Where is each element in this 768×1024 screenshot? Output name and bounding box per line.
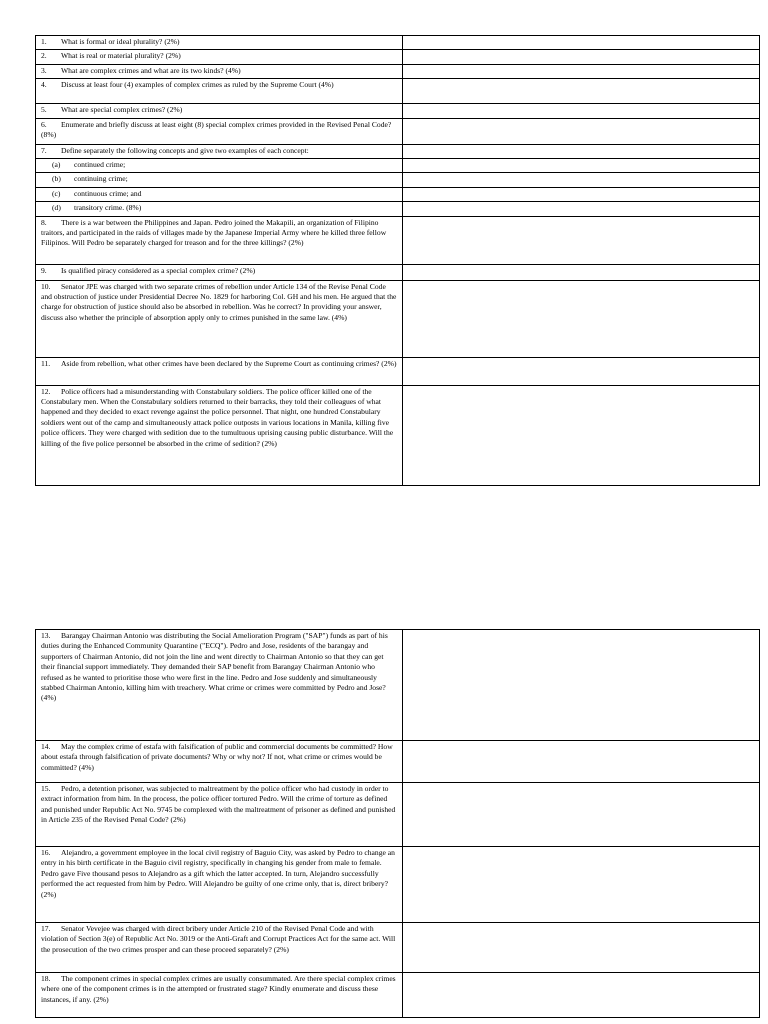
- question-text: What is formal or ideal plurality? (2%): [61, 37, 180, 46]
- question-text: Alejandro, a government employee in the local civil registry of Baguio City, was asked by Pedro to change an entry in his birth certificate in the Baguio civil registry, specifically in changing his gender from male to female. Pedro gave Five thousand pesos to Alejandro as a gift which the latter accepted. In turn, Alejandro successfully performed the act requested from him by Pedro. Will Alejandro be guilty of one crime only, that is, direct bribery? (2%): [41, 848, 395, 899]
- answer-cell[interactable]: [403, 36, 760, 50]
- question-row: [36, 783, 760, 847]
- question-text: There is a war between the Philippines and Japan. Pedro joined the Makapili, an organization of Filipino traitors, and participated in the raids of villages made by the Japanese Imperial Army where he killed three fellow Filipinos. Will Pedro be separately charged for treason and for the three killings? (2%): [41, 217, 387, 248]
- question-cell: [36, 50, 403, 64]
- question-cell: [36, 847, 403, 923]
- question-cell: [36, 741, 403, 783]
- question-row: [36, 847, 760, 923]
- question-row: [36, 264, 760, 280]
- question-row: [36, 159, 760, 173]
- question-number: 6.: [41, 119, 47, 129]
- answer-cell[interactable]: [403, 630, 760, 741]
- answer-cell[interactable]: [403, 741, 760, 783]
- question-number: 12.: [41, 386, 51, 396]
- question-cell: [36, 118, 403, 144]
- question-row: [36, 973, 760, 1018]
- question-cell: [36, 216, 403, 264]
- question-text: Police officers had a misunderstanding with Constabulary soldiers. The police officer killed one of the Constabulary men. When the Constabulary soldiers returned to their barracks, they told their colleagues of what happened and they decided to exact revenge against the police personnel. That night, one hundred Constabulary soldiers went out of the camp and simultaneously attack police outposts in various locations in Manila, killing five police officers. They were charged with sedition due to the tumultuous uprising causing public disturbance. Will the killing of the five police personnel be absorbed in the crime of sedition? (2%): [41, 386, 394, 448]
- question-text: Senator Vevejee was charged with direct bribery under Article 210 of the Revised Penal Code and with violation of Section 3(e) of Republic Act No. 3019 or the Anti-Graft and Corrupt Practices Act for the same act. Will the prosecution of the two crimes prosper and can these proceed separately? (2%): [41, 924, 396, 954]
- question-cell: [36, 104, 403, 118]
- answer-cell[interactable]: [403, 173, 760, 187]
- question-row: [36, 144, 760, 158]
- answer-cell[interactable]: [403, 264, 760, 280]
- question-text: May the complex crime of estafa with falsification of public and commercial documents be committed? How about estafa through falsification of private documents? Why or why not? If not, what crime or crimes would be committed? (4%): [41, 742, 393, 772]
- question-row: [36, 118, 760, 144]
- question-row: [36, 280, 760, 357]
- question-row: [36, 385, 760, 485]
- question-row: [36, 187, 760, 201]
- question-cell: [36, 280, 403, 357]
- answer-cell[interactable]: [403, 79, 760, 104]
- answer-cell[interactable]: [403, 144, 760, 158]
- question-row: [36, 36, 760, 50]
- question-text: Enumerate and briefly discuss at least eight (8) special complex crimes provided in the Revised Penal Code? (8%): [41, 119, 392, 140]
- question-number: 9.: [41, 265, 47, 275]
- answer-cell[interactable]: [403, 357, 760, 385]
- answer-cell[interactable]: [403, 202, 760, 216]
- question-number: 17.: [41, 924, 51, 933]
- answer-cell[interactable]: [403, 187, 760, 201]
- answer-cell[interactable]: [403, 118, 760, 144]
- question-text: The component crimes in special complex crimes are usually consummated. Are there special complex crimes where one of the component crimes is in the attempted or frustrated stage? Kindly enumerate and discuss these instances, if any. (2%): [41, 974, 396, 1004]
- question-number: 10.: [41, 281, 51, 291]
- question-cell: [36, 783, 403, 847]
- answer-cell[interactable]: [403, 923, 760, 973]
- answer-cell[interactable]: [403, 216, 760, 264]
- question-text: Is qualified piracy considered as a special complex crime? (2%): [61, 265, 256, 275]
- question-number: 3.: [41, 65, 47, 75]
- question-row: [36, 202, 760, 216]
- question-row: [36, 173, 760, 187]
- question-number: 14.: [41, 742, 51, 751]
- sub-item-cell: [36, 187, 403, 201]
- question-cell: [36, 630, 403, 741]
- answer-cell[interactable]: [403, 280, 760, 357]
- question-cell: [36, 79, 403, 104]
- question-text: continuous crime; and: [74, 188, 142, 198]
- question-number: 18.: [41, 974, 51, 983]
- answer-cell[interactable]: [403, 847, 760, 923]
- question-cell: [36, 36, 403, 50]
- question-number: 1.: [41, 37, 47, 46]
- question-text: Define separately the following concepts and give two examples of each concept:: [61, 145, 309, 155]
- question-number: 11.: [41, 358, 51, 368]
- question-text: transitory crime. (8%): [74, 203, 142, 213]
- question-text: Discuss at least four (4) examples of complex crimes as ruled by the Supreme Court (4%): [61, 80, 334, 90]
- answer-cell[interactable]: [403, 783, 760, 847]
- questions-table-page-1: [35, 35, 760, 486]
- question-number: (d): [52, 203, 61, 213]
- answer-cell[interactable]: [403, 64, 760, 78]
- question-number: (c): [52, 188, 61, 198]
- question-row: [36, 741, 760, 783]
- answer-cell[interactable]: [403, 973, 760, 1018]
- question-row: [36, 357, 760, 385]
- question-text: continued crime;: [74, 160, 126, 170]
- sub-item-cell: [36, 202, 403, 216]
- question-text: Barangay Chairman Antonio was distributing the Social Amelioration Program ("SAP") funds as part of his duties during the Enhanced Community Quarantine ("ECQ"). Pedro and Jose, residents of the barangay and supporters of Chairman Antonio, did not join the line and went directly to Chairman Antonio so that they can get their financial support immediately. They demanded their SAP benefit from Barangay Chairman Antonio who refused as he wanted to prioritise those who were first in the line. Pedro and Jose suddenly and simultaneously stabbed Chairman Antonio, killing him with treachery. What crime or crimes were committed by Pedro and Jose? (4%): [41, 631, 388, 703]
- question-number: 8.: [41, 217, 47, 227]
- question-text: What are complex crimes and what are its two kinds? (4%): [61, 65, 241, 75]
- questions-table-page-2: [35, 629, 760, 1018]
- question-text: Senator JPE was charged with two separate crimes of rebellion under Article 134 of the Revise Penal Code and obstruction of justice under Presidential Decree No. 1829 for harboring Col. GH and his men. He argued that the charge for obstruction of justice should also be absorbed in rebellion. Was he correct? In providing your answer, discuss also whether the principle of absorption apply only to crimes punished in the same law. (4%): [41, 281, 397, 322]
- question-text: What are special complex crimes? (2%): [61, 105, 183, 115]
- question-row: [36, 630, 760, 741]
- question-row: [36, 216, 760, 264]
- question-cell: [36, 923, 403, 973]
- question-text: Aside from rebellion, what other crimes have been declared by the Supreme Court as continuing crimes? (2%): [61, 358, 397, 368]
- question-row: [36, 923, 760, 973]
- sub-item-cell: [36, 173, 403, 187]
- question-cell: [36, 357, 403, 385]
- answer-cell[interactable]: [403, 385, 760, 485]
- question-cell: [36, 144, 403, 158]
- answer-cell[interactable]: [403, 159, 760, 173]
- question-cell: [36, 973, 403, 1018]
- question-number: 5.: [41, 105, 47, 115]
- question-number: 16.: [41, 848, 51, 857]
- question-text: Pedro, a detention prisoner, was subjected to maltreatment by the police officer who had custody in order to extract information from him. In the process, the police officer tortured Pedro. Will the crime of torture as defined and punished under Republic Act No. 9745 be complexed with the maltreatment of prisoner as defined and punished in Article 235 of the Revised Penal Code? (2%): [41, 784, 396, 825]
- question-row: [36, 50, 760, 64]
- question-cell: [36, 64, 403, 78]
- question-number: 7.: [41, 145, 47, 155]
- question-text: continuing crime;: [74, 174, 128, 184]
- question-number: 4.: [41, 80, 47, 90]
- question-row: [36, 64, 760, 78]
- answer-cell[interactable]: [403, 50, 760, 64]
- question-number: 2.: [41, 51, 47, 61]
- question-row: [36, 104, 760, 118]
- question-row: [36, 79, 760, 104]
- question-number: (b): [52, 174, 61, 184]
- question-cell: [36, 385, 403, 485]
- answer-cell[interactable]: [403, 104, 760, 118]
- sub-item-cell: [36, 159, 403, 173]
- question-text: What is real or material plurality? (2%): [61, 51, 181, 61]
- question-number: 15.: [41, 784, 51, 793]
- question-number: 13.: [41, 631, 51, 640]
- question-cell: [36, 264, 403, 280]
- question-number: (a): [52, 160, 61, 170]
